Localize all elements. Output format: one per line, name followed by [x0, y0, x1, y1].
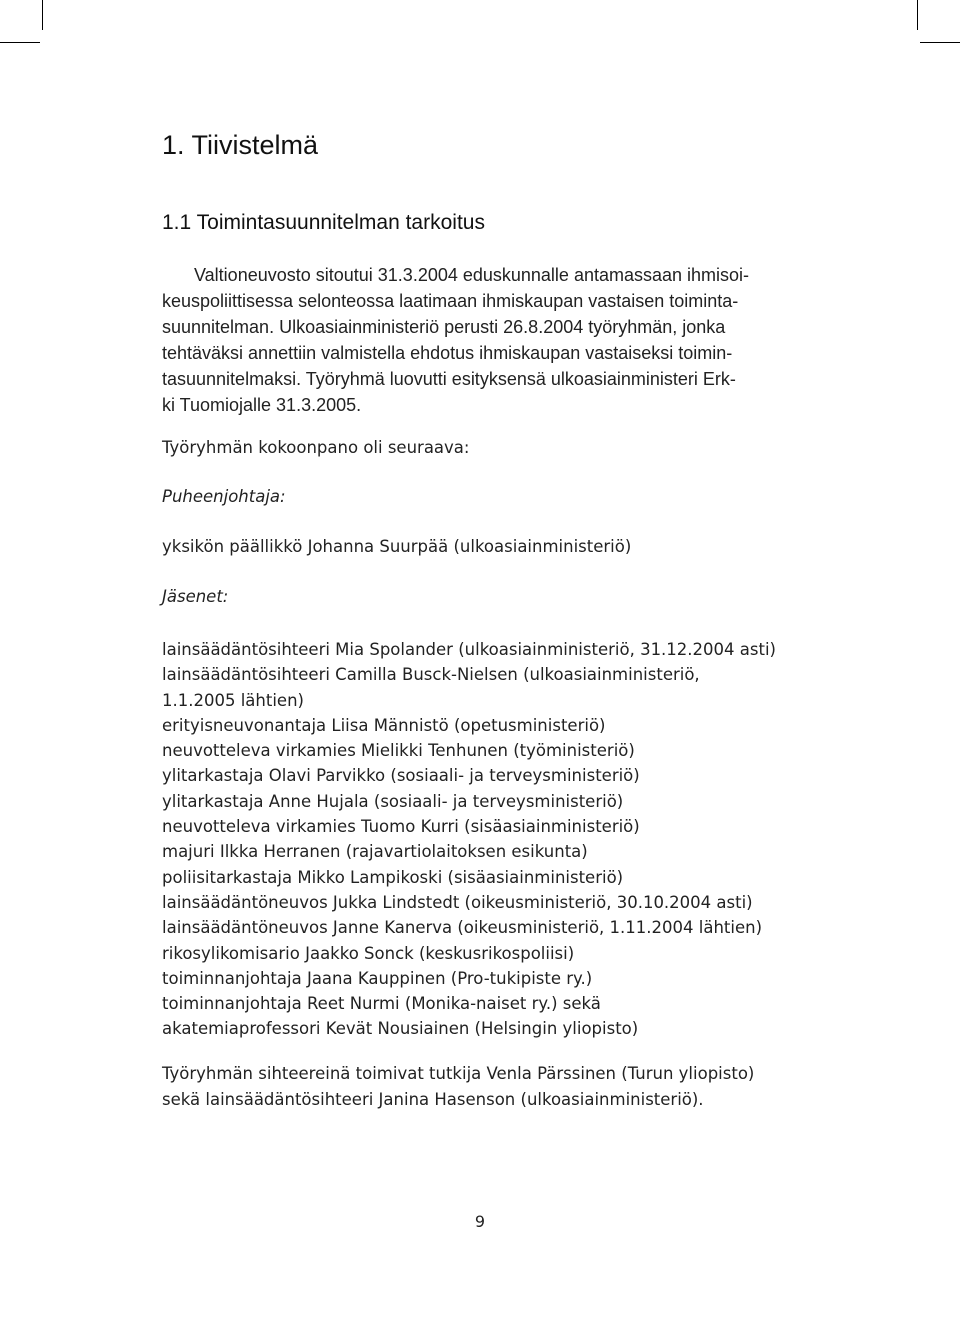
- member-item: neuvotteleva virkamies Tuomo Kurri (sisäasiainministeriö): [162, 817, 640, 837]
- intro-line: tehtäväksi annettiin valmistella ehdotus ihmiskaupan vastaiseksi toimin-: [162, 343, 733, 363]
- closing-line: Työryhmän sihteereinä toimivat tutkija Venla Pärssinen (Turun yliopisto): [162, 1064, 755, 1083]
- member-item: poliisitarkastaja Mikko Lampikoski (sisäasiainministeriö): [162, 867, 624, 887]
- section-heading: 1.1 Toimintasuunnitelman tarkoitus: [162, 211, 485, 234]
- crop-mark-top-right-v: [917, 0, 918, 30]
- member-item: toiminnanjohtaja Jaana Kauppinen (Pro-tukipiste ry.): [162, 968, 593, 988]
- member-item: ylitarkastaja Anne Hujala (sosiaali- ja terveysministeriö): [162, 791, 624, 811]
- member-item: rikosylikomisario Jaakko Sonck (keskusrikospoliisi): [162, 943, 575, 963]
- member-item: lainsäädäntösihteeri Mia Spolander (ulkoasiainministeriö, 31.12.2004 asti): [162, 640, 776, 659]
- page-title: 1. Tiivistelmä: [162, 130, 319, 160]
- member-item: lainsäädäntöneuvos Jukka Lindstedt (oikeusministeriö, 30.10.2004 asti): [162, 892, 753, 912]
- intro-line: tasuunnitelmaksi. Työryhmä luovutti esityksensä ulkoasiainministeri Erk-: [162, 369, 736, 389]
- intro-paragraph: [162, 262, 822, 418]
- chair-label: Puheenjohtaja:: [162, 487, 286, 506]
- intro-line: suunnitelman. Ulkoasiainministeriö perusti 26.8.2004 työryhmän, jonka: [162, 317, 726, 337]
- closing-line: sekä lainsäädäntösihteeri Janina Hasenson (ulkoasiainministeriö).: [162, 1090, 704, 1109]
- crop-mark-top-left-v: [42, 0, 43, 30]
- crop-mark-top-right-h: [920, 42, 960, 43]
- member-item: akatemiaprofessori Kevät Nousiainen (Helsingin yliopisto): [162, 1019, 639, 1039]
- page-number: 9: [474, 1212, 486, 1231]
- member-item: erityisneuvonantaja Liisa Männistö (opetusministeriö): [162, 715, 606, 735]
- intro-line: ki Tuomiojalle 31.3.2005.: [162, 395, 362, 415]
- intro-line: Valtioneuvosto sitoutui 31.3.2004 eduskunnalle antamassaan ihmisoi-: [194, 265, 750, 285]
- member-item: ylitarkastaja Olavi Parvikko (sosiaali- ja terveysministeriö): [162, 766, 640, 786]
- intro-line: keuspoliittisessa selonteossa laatimaan ihmiskaupan vastaisen toiminta-: [162, 291, 739, 311]
- chair-entry: yksikön päällikkö Johanna Suurpää (ulkoasiainministeriö): [162, 537, 632, 556]
- composition-intro: Työryhmän kokoonpano oli seuraava:: [162, 438, 470, 457]
- member-item: lainsäädäntöneuvos Janne Kanerva (oikeusministeriö, 1.11.2004 lähtien): [162, 918, 763, 938]
- member-item: toiminnanjohtaja Reet Nurmi (Monika-naiset ry.) sekä: [162, 994, 601, 1014]
- members-label: Jäsenet:: [162, 587, 229, 606]
- crop-mark-top-left-h: [0, 42, 40, 43]
- member-item: majuri Ilkka Herranen (rajavartiolaitoksen esikunta): [162, 842, 588, 862]
- member-item: 1.1.2005 lähtien): [162, 690, 304, 710]
- member-item: lainsäädäntösihteeri Camilla Busck-Nielsen (ulkoasiainministeriö,: [162, 665, 700, 685]
- member-item: neuvotteleva virkamies Mielikki Tenhunen (työministeriö): [162, 741, 635, 761]
- secretaries-paragraph: [162, 1061, 754, 1113]
- members-list: [162, 637, 776, 1042]
